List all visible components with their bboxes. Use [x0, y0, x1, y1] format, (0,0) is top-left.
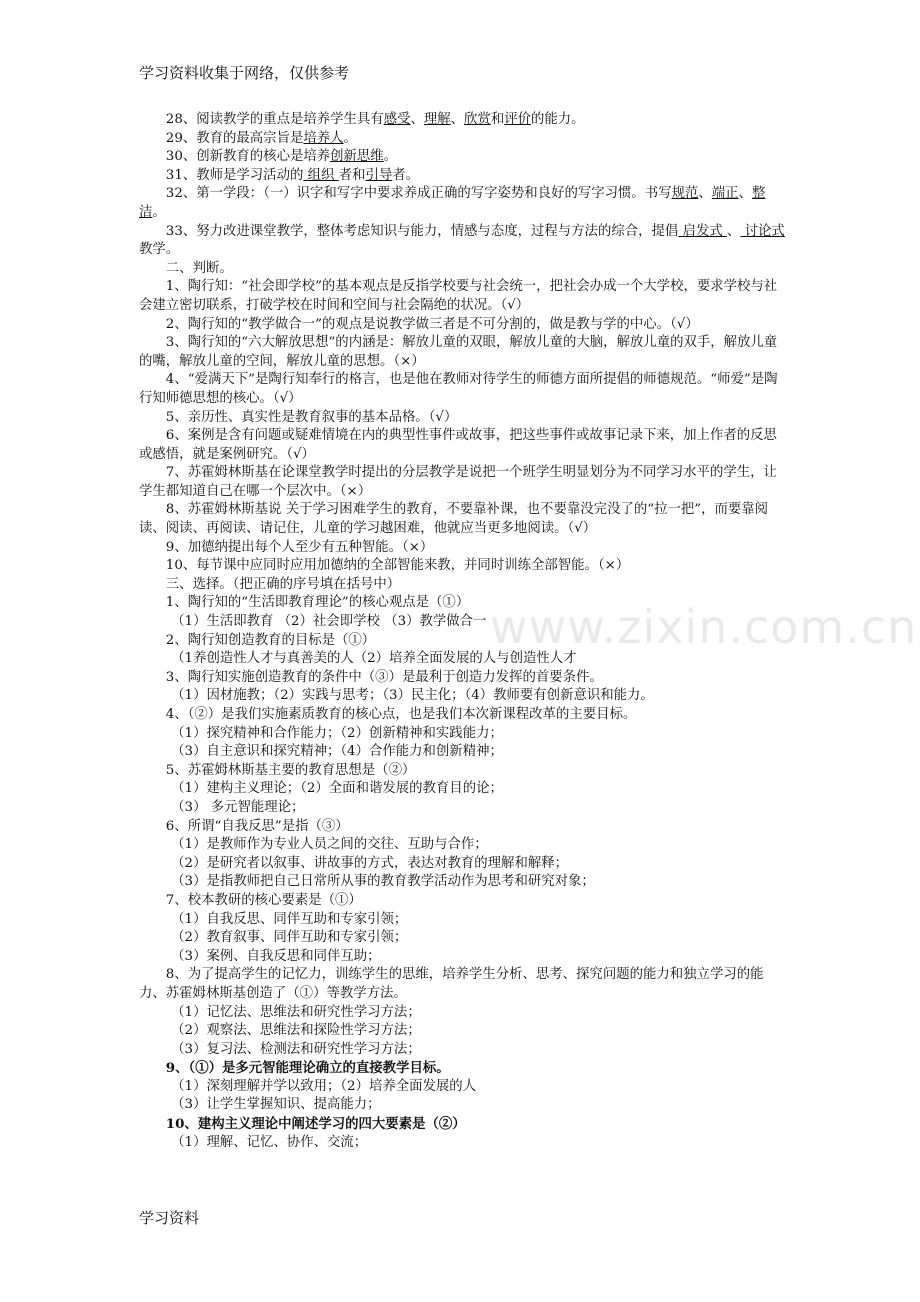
- fill-item: 33、努力改进课堂教学，整体考虑知识与能力，情感与态度，过程与方法的综合，提倡 启发式 、 讨论式 教学。: [139, 223, 785, 258]
- choice-question: 6、所谓“自我反思”是指（③）: [165, 818, 349, 834]
- choice-question: 4、（②）是我们实施素质教育的核心点，也是我们本次新课程改革的主要目标。: [165, 707, 637, 722]
- fill-item: 30、创新教育的核心是培养创新思维。: [165, 149, 398, 165]
- judgment-item: 4、“爱满天下”是陶行知奉行的格言，也是他在教师对待学生的师德方面所提倡的师德规范。“师爱”是陶行知师德思想的核心。（√）: [139, 372, 778, 406]
- judgment-item: 8、苏霍姆林斯基说 关于学习困难学生的教育，不要靠补课，也不要靠没完没了的“拉一把”，而要靠阅读、阅读、再阅读、请记住，儿童的学习越困难，他就应当更多地阅读。（√）: [139, 502, 769, 537]
- judgment-item: 3、陶行知的“六大解放思想”的内涵是：解放儿童的双眼，解放儿童的大脑，解放儿童的双手，解放儿童的嘴，解放儿童的空间，解放儿童的思想。（×）: [139, 335, 778, 369]
- judgment-item: 5、亲历性、真实性是教育叙事的基本品格。（√）: [165, 409, 458, 425]
- section-heading-choice: 三、选择。（把正确的序号填在括号中）: [165, 576, 401, 592]
- judgment-item: 6、案例是含有问题或疑难情境在内的典型性事件或故事，把这些事件或故事记录下来，加上作者的反思或感悟，就是案例研究。（√）: [139, 428, 777, 462]
- watermark: www.zixin.com.cn: [490, 600, 918, 654]
- choice-options: （1）建构主义理论；（2）全面和谐发展的教育目的论；: [171, 781, 503, 797]
- choice-options: （2）是研究者以叙事、讲故事的方式，表达对教育的理解和解释；: [171, 855, 569, 871]
- choice-options: （3）案例、自我反思和同伴互助；: [171, 948, 381, 964]
- choice-options: （3）复习法、检测法和研究性学习方法；: [171, 1041, 421, 1057]
- choice-options: （1）记忆法、思维法和研究性学习方法；: [171, 1004, 421, 1020]
- choice-options: （1）是教师作为专业人员之间的交往、互助与合作；: [171, 837, 488, 853]
- document-body: [139, 111, 785, 1152]
- choice-options: （2）观察法、思维法和探险性学习方法；: [171, 1023, 421, 1039]
- choice-question: 5、苏霍姆林斯基主要的教育思想是（②）: [165, 762, 416, 778]
- choice-question: 8、为了提高学生的记忆力，训练学生的思维，培养学生分析、思考、探究问题的能力和独立学习的能力、苏霍姆林斯基创造了（①）等教学方法。: [139, 967, 764, 1001]
- choice-options: （3）自主意识和探究精神；（4）合作能力和创新精神；: [171, 744, 503, 760]
- judgment-item: 2、陶行知的“教学做合一”的观点是说教学做三者是不可分割的，做是教与学的中心。（√）: [165, 316, 699, 332]
- judgment-item: 10、每节课中应同时应用加德纳的全部智能来教，并同时训练全部智能。（×）: [165, 558, 630, 574]
- fill-item: 32、第一学段：（一）识字和写字中要求养成正确的写字姿势和良好的写字习惯。书写规范、端正、整洁。: [139, 186, 766, 220]
- choice-options: （3）让学生掌握知识、提高能力；: [171, 1097, 381, 1113]
- page-header: 学习资料收集于网络，仅供参考: [139, 64, 350, 82]
- choice-question: 10、建构主义理论中阐述学习的四大要素是（②）: [165, 1116, 466, 1133]
- choice-question: 3、陶行知实施创造教育的条件中（③）是最利于创造力发挥的首要条件。: [165, 669, 603, 685]
- judgment-item: 9、加德纳提出每个人至少有五种智能。（×）: [165, 539, 434, 555]
- fill-item: 28、阅读教学的重点是培养学生具有感受、理解、欣赏和评价的能力。: [165, 112, 585, 127]
- choice-options: （1）生活即教育 （2）社会即学校 （3）教学做合一: [171, 614, 487, 630]
- choice-question: 2、陶行知创造教育的目标是（①）: [165, 632, 376, 648]
- choice-question: 9、（①）是多元智能理论确立的直接教学目标。: [165, 1060, 450, 1077]
- page-footer: 学习资料: [139, 1209, 200, 1227]
- choice-question: 1、陶行知的“生活即教育理论”的核心观点是（①）: [165, 595, 470, 611]
- choice-options: （1）探究精神和合作能力；（2）创新精神和实践能力；: [171, 725, 503, 741]
- choice-options: （1）深刻理解并学以致用；（2）培养全面发展的人: [171, 1078, 477, 1094]
- choice-options: （1）因材施教；（2）实践与思考；（3）民主化；（4）教师要有创新意识和能力。: [171, 688, 654, 704]
- choice-options: （3） 多元智能理论；: [171, 799, 305, 815]
- choice-options: （1）理解、记忆、协作、交流；: [171, 1134, 368, 1150]
- choice-options: （1养创造性人才与真善美的人（2）培养全面发展的人与创造性人才: [171, 651, 577, 667]
- section-heading-judgment: 二、判断。: [165, 260, 233, 276]
- choice-options: （2）教育叙事、同伴互助和专家引领；: [171, 930, 408, 946]
- fill-item: 31、教师是学习活动的 组织 者和引导者。: [165, 167, 419, 183]
- fill-item: 29、教育的最高宗旨是培养人。: [165, 130, 357, 146]
- judgment-item: 1、陶行知：“社会即学校”的基本观点是反指学校要与社会统一，把社会办成一个大学校，要求学校与社会建立密切联系，打破学校在时间和空间与社会隔绝的状况。（√）: [139, 279, 778, 313]
- choice-options: （3）是指教师把自己日常所从事的教育教学活动作为思考和研究对象；: [171, 874, 595, 890]
- judgment-item: 7、苏霍姆林斯基在论课堂教学时提出的分层教学是说把一个班学生明显划分为不同学习水平的学生，让学生都知道自己在哪一个层次中。（×）: [139, 465, 777, 499]
- choice-question: 7、校本教研的核心要素是（①）: [165, 892, 362, 908]
- choice-options: （1）自我反思、同伴互助和专家引领；: [171, 911, 408, 927]
